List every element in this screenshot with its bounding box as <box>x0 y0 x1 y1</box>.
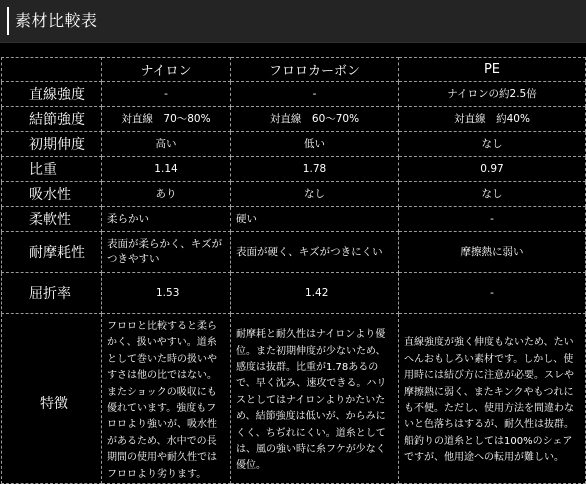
cell-nylon: フロロと比較すると柔らかく、扱いやすい。道糸として巻いた時の扱いやすさは他の比ではない。またショックの吸収にも優れています。強度もフロロより強いが、吸水性があるため、水中での長期間の使用や耐久性ではフロロより劣ります。 <box>102 314 231 484</box>
header-corner-cell <box>2 58 102 82</box>
cell-nylon: - <box>102 82 231 107</box>
page-title: 素材比較表 <box>15 11 98 30</box>
cell-pe: - <box>399 273 586 314</box>
table-row <box>2 232 586 273</box>
row-label: 耐摩耗性 <box>2 232 102 273</box>
table-row <box>2 314 586 484</box>
row-label: 比重 <box>2 157 102 182</box>
cell-fluorocarbon: 対直線 60～70% <box>231 107 399 132</box>
cell-fluorocarbon: なし <box>231 182 399 207</box>
cell-fluorocarbon: 低い <box>231 132 399 157</box>
table-row <box>2 273 586 314</box>
table-row <box>2 107 586 132</box>
row-label: 直線強度 <box>2 82 102 107</box>
cell-nylon: 1.53 <box>102 273 231 314</box>
cell-pe: ナイロンの約2.5倍 <box>399 82 586 107</box>
row-label: 柔軟性 <box>2 207 102 232</box>
table-row <box>2 157 586 182</box>
cell-fluorocarbon: - <box>231 82 399 107</box>
table-row <box>2 82 586 107</box>
cell-fluorocarbon: 硬い <box>231 207 399 232</box>
row-label: 初期伸度 <box>2 132 102 157</box>
row-label: 特徴 <box>2 314 102 484</box>
cell-pe: - <box>399 207 586 232</box>
row-label: 吸水性 <box>2 182 102 207</box>
cell-nylon: あり <box>102 182 231 207</box>
cell-pe: 0.97 <box>399 157 586 182</box>
row-label: 結節強度 <box>2 107 102 132</box>
cell-fluorocarbon: 1.78 <box>231 157 399 182</box>
column-header-fluorocarbon: フロロカーボン <box>231 58 399 82</box>
table-row <box>2 132 586 157</box>
material-comparison-table <box>1 57 586 484</box>
section-header <box>0 0 586 43</box>
column-header-nylon: ナイロン <box>102 58 231 82</box>
header-accent-bar <box>7 7 9 35</box>
row-label: 屈折率 <box>2 273 102 314</box>
cell-fluorocarbon: 耐摩耗と耐久性はナイロンより優位。また初期伸度が少ないため、感度は抜群。比重が1.78あるので、早く沈み、速攻できる。ハリスとしてはナイロンよりかたいため、結節強度は低いが、からみにくく、ちぢれにくい。道糸としては、風の強い時に糸フケが少なく優位。 <box>231 314 399 484</box>
cell-pe: 摩擦熱に弱い <box>399 232 586 273</box>
cell-nylon: 高い <box>102 132 231 157</box>
cell-nylon: 1.14 <box>102 157 231 182</box>
table-header-row <box>2 58 586 82</box>
table-row <box>2 182 586 207</box>
cell-nylon: 柔らかい <box>102 207 231 232</box>
cell-nylon: 対直線 70～80% <box>102 107 231 132</box>
cell-pe: なし <box>399 132 586 157</box>
cell-pe: 対直線 約40% <box>399 107 586 132</box>
cell-nylon: 表面が柔らかく、キズがつきやすい <box>102 232 231 273</box>
column-header-pe: PE <box>399 58 586 82</box>
cell-fluorocarbon: 1.42 <box>231 273 399 314</box>
cell-pe: 直線強度が強く伸度もないため、たいへんおもしろい素材です。しかし、使用時には結び方に注意が必要。スレや摩擦熱に弱く、またキンクやもつれにも不便。ただし、使用方法を間違わないと色落ちはするが、耐久性は抜群。船釣りの道糸としては100%のシェアですが、他用途への転用が難しい。 <box>399 314 586 484</box>
cell-pe: なし <box>399 182 586 207</box>
table-row <box>2 207 586 232</box>
cell-fluorocarbon: 表面が硬く、キズがつきにくい <box>231 232 399 273</box>
